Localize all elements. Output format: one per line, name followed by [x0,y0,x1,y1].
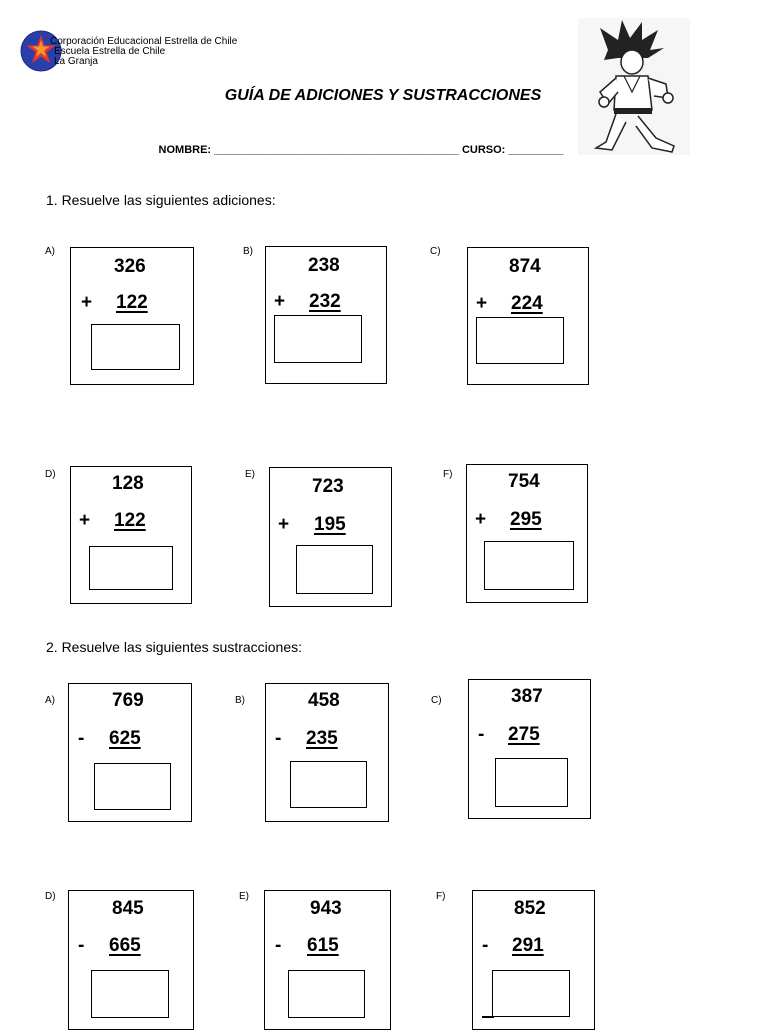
bottom-number: 224 [511,293,543,314]
top-number: 845 [112,898,144,919]
course-label: CURSO: [461,144,506,156]
problem-label: A) [45,246,55,257]
bottom-number: 195 [314,514,346,535]
top-number: 387 [511,686,543,707]
section-subtractions-heading: 2. Resuelve las siguientes sustracciones: [46,639,303,655]
top-number: 754 [508,471,540,492]
name-course-line [0,144,722,156]
problem-label: D) [45,469,56,480]
top-number: 128 [112,473,144,494]
minus-sign: - [478,724,485,745]
plus-sign: + [475,509,487,530]
top-number: 723 [312,476,344,497]
answer-box[interactable] [296,545,373,594]
top-number: 326 [114,256,146,277]
school-line-3: La Granja [54,56,98,67]
section-additions-heading: 1. Resuelve las siguientes adiciones: [46,192,276,208]
answer-box[interactable] [91,324,180,370]
bottom-number: 235 [306,728,338,749]
answer-box[interactable] [91,970,169,1018]
course-blank: _________ [508,144,564,156]
school-line-1: Corporación Educacional Estrella de Chile [50,36,238,47]
answer-box[interactable] [94,763,171,810]
problem-box [265,683,389,822]
problem-box [466,464,588,603]
problem-box [70,247,194,385]
minus-sign: - [275,935,282,956]
plus-sign: + [79,510,91,531]
plus-sign: + [278,514,290,535]
bottom-number: 291 [512,935,544,956]
bottom-number: 232 [309,291,341,312]
answer-box[interactable] [290,761,367,808]
problem-label: D) [45,891,56,902]
problem-box [269,467,392,607]
problem-label: E) [245,469,255,480]
top-number: 943 [310,898,342,919]
bottom-number: 295 [510,509,542,530]
problem-box [468,679,591,819]
top-number: 874 [509,256,541,277]
top-number: 769 [112,690,144,711]
underline-mark [482,1016,494,1018]
answer-box[interactable] [484,541,574,590]
top-number: 852 [514,898,546,919]
minus-sign: - [78,728,85,749]
problem-label: E) [239,891,249,902]
top-number: 238 [308,255,340,276]
problem-label: C) [431,695,442,706]
answer-box[interactable] [495,758,568,807]
plus-sign: + [476,293,488,314]
answer-box[interactable] [89,546,173,590]
page-title: GUÍA DE ADICIONES Y SUSTRACCIONES [224,87,542,104]
problem-label: F) [443,469,453,480]
bottom-number: 122 [114,510,146,531]
plus-sign: + [81,292,93,313]
answer-box[interactable] [476,317,564,364]
minus-sign: - [482,935,489,956]
problem-box [472,890,595,1030]
bottom-number: 615 [307,935,339,956]
problem-label: F) [436,891,446,902]
school-info [50,37,237,67]
problem-label: A) [45,695,55,706]
problem-box [467,247,589,385]
problem-box [70,466,192,604]
problem-box [68,890,194,1030]
problem-box [264,890,391,1030]
problem-label: B) [243,246,253,257]
bottom-number: 122 [116,292,148,313]
minus-sign: - [275,728,282,749]
minus-sign: - [78,935,85,956]
name-label: NOMBRE: [158,144,212,156]
bottom-number: 625 [109,728,141,749]
problem-label: C) [430,246,441,257]
problem-box [68,683,192,822]
bottom-number: 665 [109,935,141,956]
problem-box [265,246,387,384]
problem-label: B) [235,695,245,706]
answer-box[interactable] [288,970,365,1018]
school-line-2: Escuela Estrella de Chile [54,46,166,57]
answer-box[interactable] [492,970,570,1017]
name-blank: ________________________________________ [214,144,459,156]
plus-sign: + [274,291,286,312]
bottom-number: 275 [508,724,540,745]
top-number: 458 [308,690,340,711]
answer-box[interactable] [274,315,362,363]
